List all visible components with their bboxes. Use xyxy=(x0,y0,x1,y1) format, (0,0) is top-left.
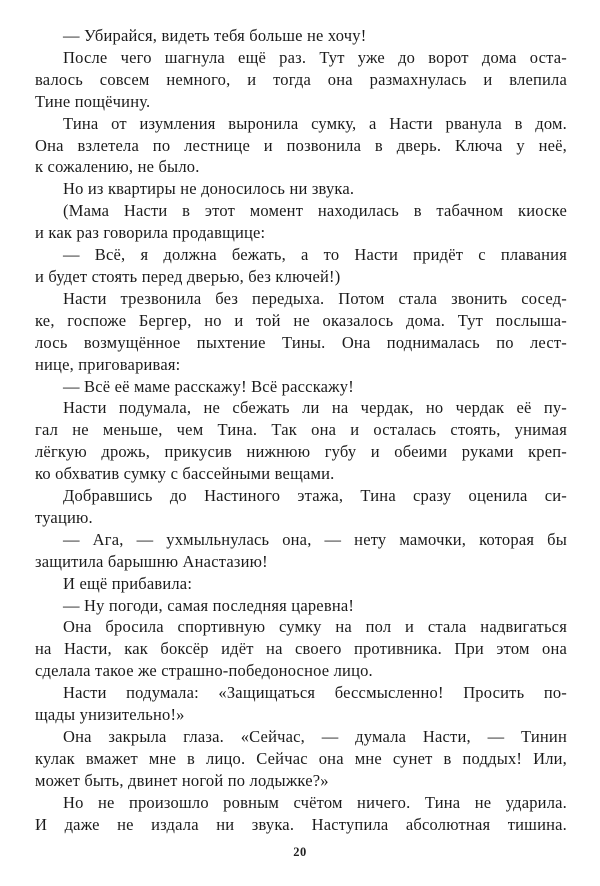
text-line: — Всё, я должна бежать, а то Насти придёт с плавания xyxy=(63,245,567,265)
text-line: ко обхватив сумку с бассейными вещами. xyxy=(35,464,335,484)
text-line: кулак вмажет мне в лицо. Сейчас она мне сунет в поддых! Или, xyxy=(35,748,567,768)
text-line: и будет стоять перед дверью, без ключей!) xyxy=(35,266,341,286)
text-line: (Мама Насти в этот момент находилась в табачном киоске xyxy=(63,201,567,221)
text-line: Но из квартиры не доносилось ни звука. xyxy=(63,179,355,199)
text-line: щады унизительно!» xyxy=(35,705,185,725)
text-line: лось возмущённое пыхтение Тины. Она поднималась по лест- xyxy=(35,332,567,352)
text-line: — Всё её маме расскажу! Всё расскажу! xyxy=(63,376,354,396)
text-line: Насти подумала: «Защищаться бессмысленно! Просить по- xyxy=(63,683,567,703)
text-line: туацию. xyxy=(35,507,93,527)
text-line: — Ага, — ухмыльнулась она, — нету мамочки, которая бы xyxy=(63,529,567,549)
text-line: Но не произошло ровным счётом ничего. Тина не ударила. xyxy=(63,792,567,812)
text-line: — Убирайся, видеть тебя больше не хочу! xyxy=(63,26,367,45)
text-line: защитила барышню Анастазию! xyxy=(35,551,268,571)
text-line: — Ну погоди, самая последняя царевна! xyxy=(63,595,355,615)
text-line: и как раз говорила продавщице: xyxy=(35,223,266,243)
text-line: лёгкую дрожь, прикусив нижнюю губу и обеими руками креп- xyxy=(35,442,567,462)
body-text xyxy=(35,25,567,836)
text-line: гал не меньше, чем Тина. Так она и осталась стоять, унимая xyxy=(35,420,567,440)
text-line: Насти трезвонила без передыха. Потом стала звонить сосед- xyxy=(63,288,567,308)
page-number: 20 xyxy=(293,845,307,859)
text-line: Насти подумала, не сбежать ли на чердак, но чердак её пу- xyxy=(63,398,567,418)
text-line: Добравшись до Настиного этажа, Тина сразу оценила си- xyxy=(63,486,567,506)
text-line: сделала такое же страшно-победоносное лицо. xyxy=(35,661,373,681)
text-line: на Насти, как боксёр идёт на своего противника. При этом она xyxy=(35,639,567,659)
text-line: Тине пощёчину. xyxy=(35,91,151,111)
text-line: Она взлетела по лестнице и позвонила в дверь. Ключа у неё, xyxy=(35,135,567,155)
text-line: валось совсем немного, и тогда она размахнулась и влепила xyxy=(35,69,567,89)
text-line: И ещё прибавила: xyxy=(63,573,193,593)
text-line: После чего шагнула ещё раз. Тут уже до ворот дома оста- xyxy=(63,47,567,67)
text-line: ке, госпоже Бергер, но и той не оказалось дома. Тут послыша- xyxy=(35,310,567,330)
text-line: Она бросила спортивную сумку на пол и стала надвигаться xyxy=(63,617,567,637)
text-line: может быть, двинет ногой по лодыжке?» xyxy=(35,770,329,790)
text-line: И даже не издала ни звука. Наступила абсолютная тишина. xyxy=(35,814,567,834)
text-line: Она закрыла глаза. «Сейчас, — думала Насти, — Тинин xyxy=(63,727,567,746)
text-line: Тина от изумления выронила сумку, а Насти рванула в дом. xyxy=(63,113,567,133)
text-line: к сожалению, не было. xyxy=(35,157,200,177)
text-line: нице, приговаривая: xyxy=(35,354,181,374)
